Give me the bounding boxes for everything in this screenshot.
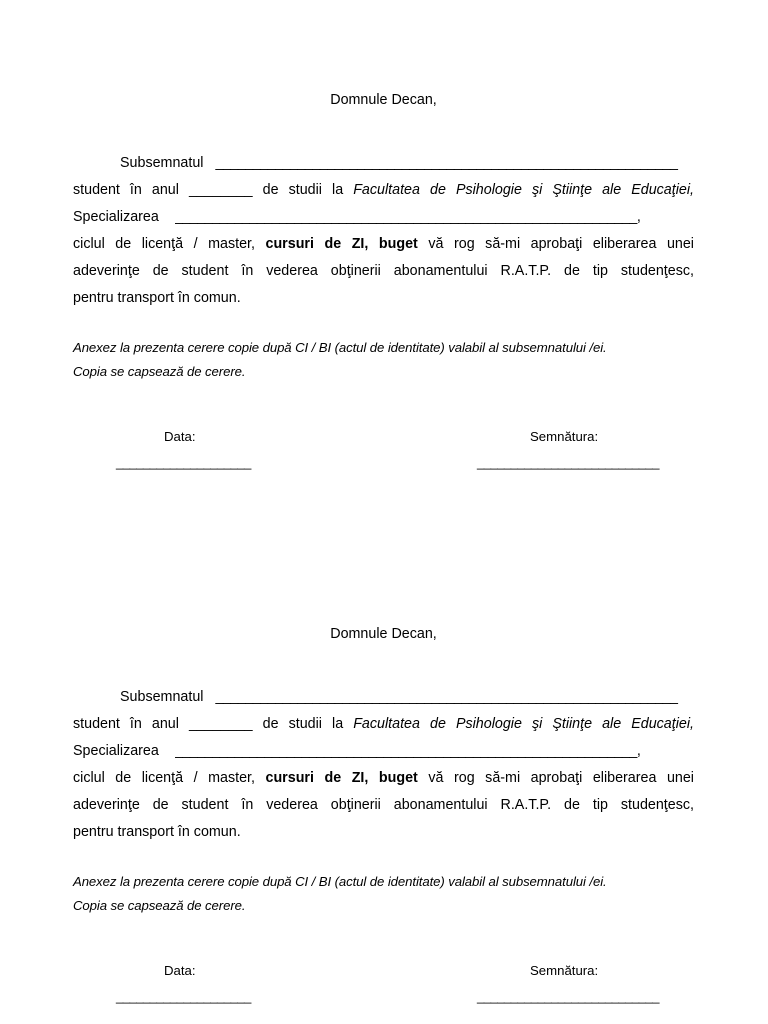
request-body [73,150,694,312]
date-label: Data: [164,963,196,978]
request-body [73,684,694,846]
signature-row [73,963,694,1023]
study-year-label: student în anul [73,182,179,198]
certificate-line: adeverinţe de student în vederea obţinerii abonamentului R.A.T.P. de tip studenţesc, [73,797,694,813]
specialization-blank: ______________________________________________________________, [174,743,641,759]
specialization-label: Specializarea [73,209,159,225]
signature-row [73,429,694,489]
specialization-line [73,738,694,765]
date-blank: ____________________ [116,989,251,1004]
date-blank: ____________________ [116,455,251,470]
name-blank: ______________________________________________________________ [215,689,678,705]
salutation: Domnule Decan, [330,626,437,642]
course-type: cursuri de ZI, buget [265,236,418,252]
cycle-line [73,231,694,258]
cycle-text: ciclul de licenţă / master, [73,236,255,252]
annex-line-2: Copia se capsează de cerere. [73,898,246,913]
name-blank: ______________________________________________________________ [215,155,678,171]
certificate-line: adeverinţe de student în vederea obţinerii abonamentului R.A.T.P. de tip studenţesc, [73,263,694,279]
specialization-blank: ______________________________________________________________, [174,209,641,225]
course-type: cursuri de ZI, buget [265,770,418,786]
cycle-text: ciclul de licenţă / master, [73,770,255,786]
study-year-blank: ________ [188,716,253,732]
annex-line-1: Anexez la prezenta cerere copie după CI / BI (actul de identitate) valabil al subsemnatului /ei. [73,874,607,889]
study-year-blank: ________ [188,182,253,198]
signature-label: Semnătura: [530,429,599,444]
name-line [73,684,694,711]
transport-line: pentru transport în comun. [73,824,241,840]
specialization-label: Specializarea [73,743,159,759]
request-text: vă rog să-mi aprobaţi eliberarea unei [428,770,694,786]
signature-label: Semnătura: [530,963,599,978]
cycle-line [73,765,694,792]
signature-blank: ___________________________ [477,455,659,470]
specialization-line [73,204,694,231]
faculty-name: Facultatea de Psihologie şi Ştiinţe ale Educaţiei, [353,716,694,732]
study-year-label: student în anul [73,716,179,732]
signature-blank: ___________________________ [477,989,659,1004]
transport-line: pentru transport în comun. [73,290,241,306]
study-year-line [73,711,694,738]
study-at-label: de studii la [262,182,344,198]
request-form-1 [73,90,694,489]
date-label: Data: [164,429,196,444]
annex-note [73,870,694,918]
faculty-name: Facultatea de Psihologie şi Ştiinţe ale Educaţiei, [353,182,694,198]
annex-line-1: Anexez la prezenta cerere copie după CI / BI (actul de identitate) valabil al subsemnatului /ei. [73,340,607,355]
salutation: Domnule Decan, [330,92,437,108]
study-at-label: de studii la [262,716,344,732]
request-text: vă rog să-mi aprobaţi eliberarea unei [428,236,694,252]
study-year-line [73,177,694,204]
annex-note [73,336,694,384]
request-form-2 [73,624,694,1023]
annex-line-2: Copia se capsează de cerere. [73,364,246,379]
name-label: Subsemnatul [120,689,204,705]
name-line [73,150,694,177]
name-label: Subsemnatul [120,155,204,171]
